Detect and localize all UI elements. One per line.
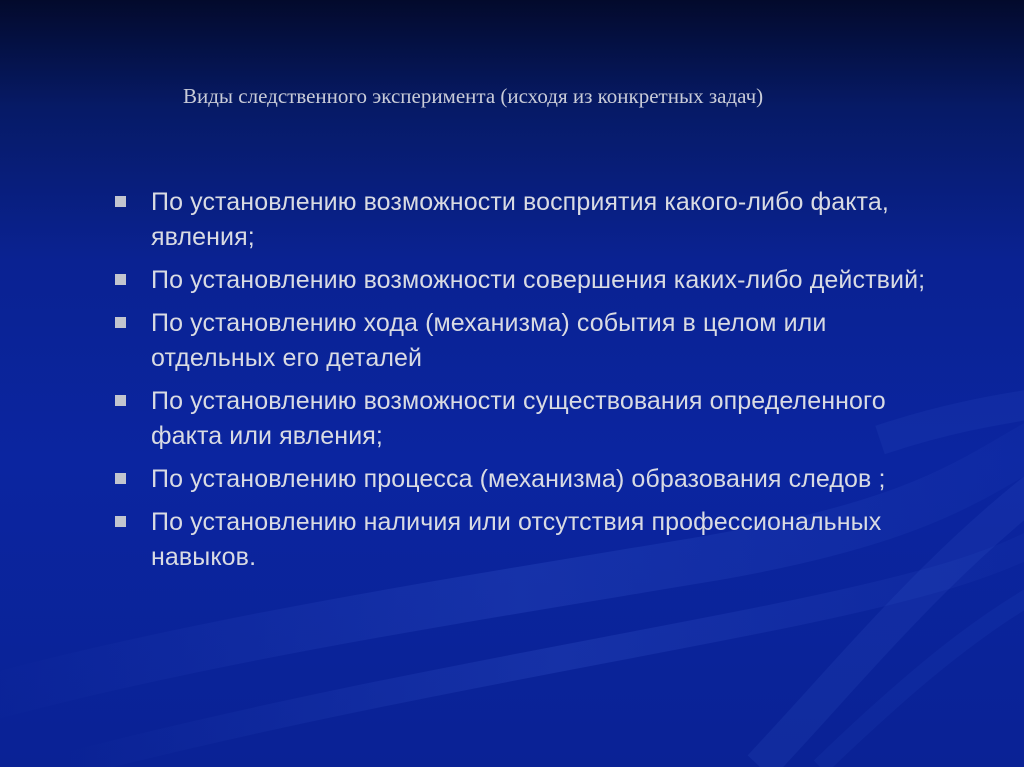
list-item: [112, 462, 952, 497]
list-item: [112, 263, 952, 298]
square-bullet-icon: [115, 395, 126, 406]
list-item: [112, 384, 952, 454]
square-bullet-icon: [115, 196, 126, 207]
square-bullet-icon: [115, 274, 126, 285]
list-item-text: По установлению возможности восприятия какого-либо факта, явления;: [151, 188, 889, 251]
slide-title: Виды следственного эксперимента (исходя из конкретных задач): [183, 84, 764, 108]
list-item-text: По установлению возможности существования определенного факта или явления;: [151, 387, 886, 450]
square-bullet-icon: [115, 317, 126, 328]
list-item-text: По установлению хода (механизма) события в целом или отдельных его деталей: [151, 309, 827, 372]
bullet-list: [112, 185, 952, 583]
square-bullet-icon: [115, 516, 126, 527]
list-item: [112, 185, 952, 255]
list-item: [112, 505, 952, 575]
list-item: [112, 306, 952, 376]
list-item-text: По установлению процесса (механизма) образования следов ;: [151, 465, 886, 493]
list-item-text: По установлению возможности совершения каких-либо действий;: [151, 266, 926, 294]
square-bullet-icon: [115, 473, 126, 484]
list-item-text: По установлению наличия или отсутствия профессиональных навыков.: [151, 508, 882, 571]
